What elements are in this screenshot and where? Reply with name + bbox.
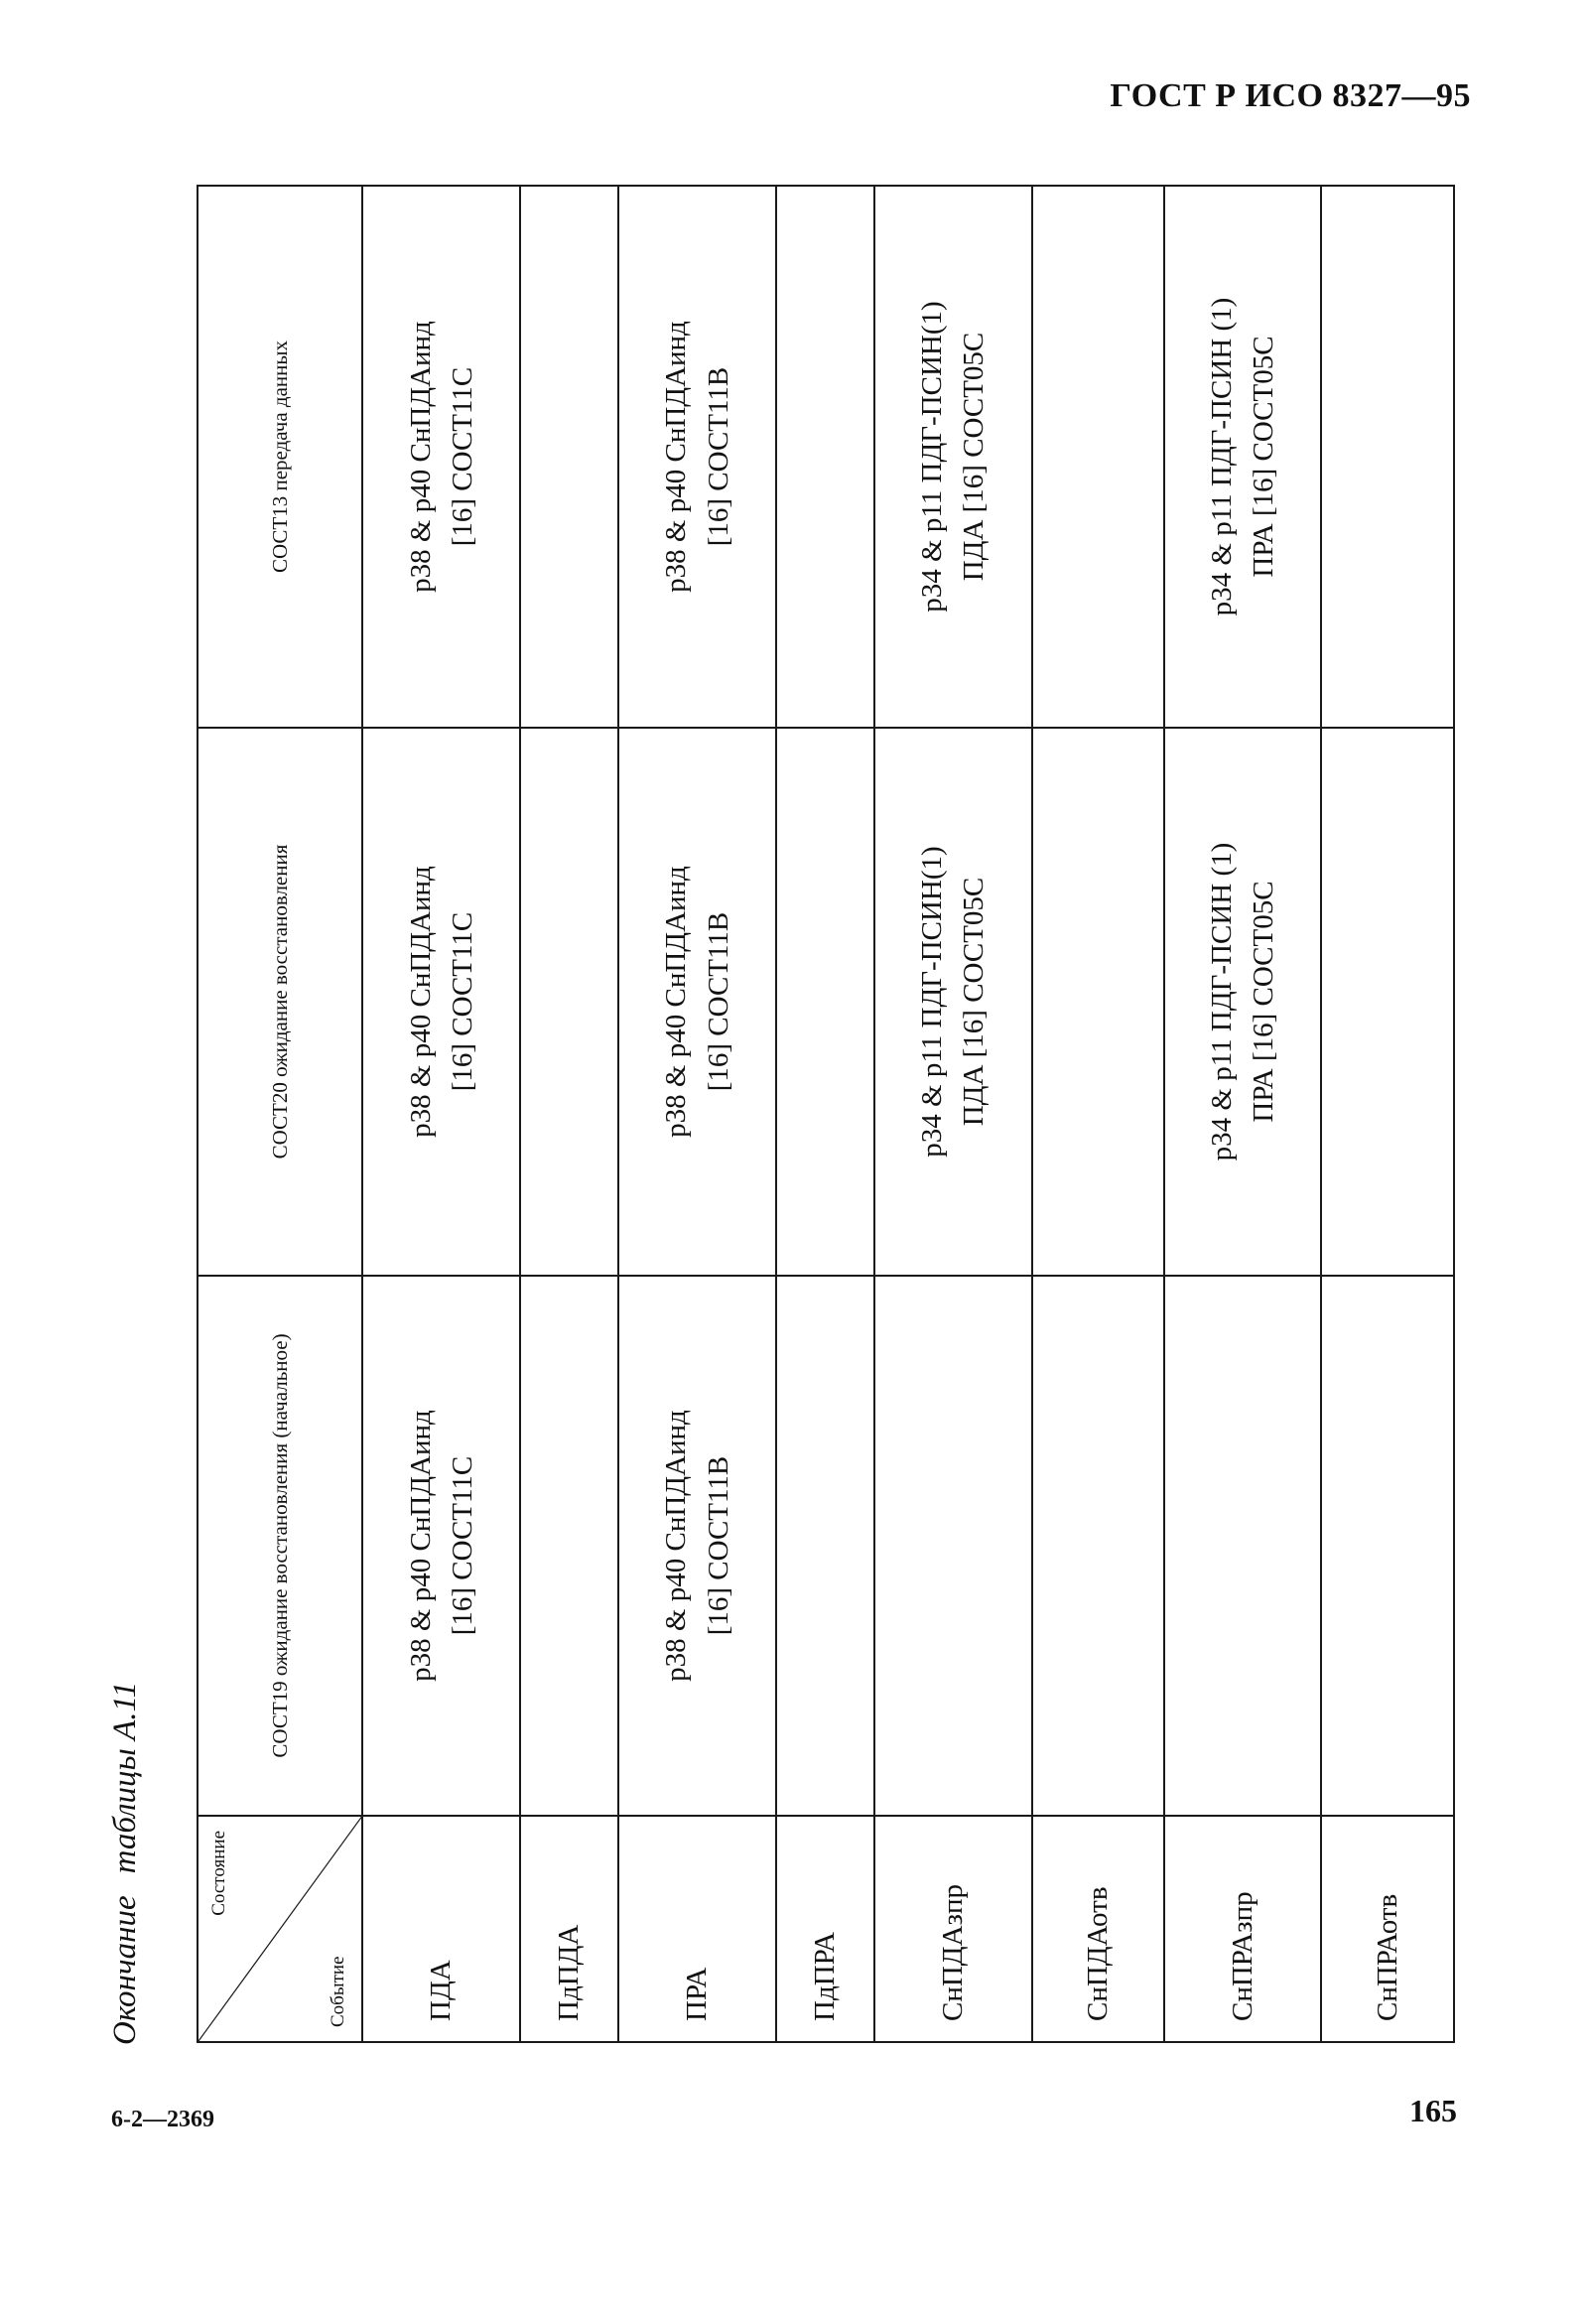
column-header-sost20: СОСТ20 ожидание восстановления — [198, 728, 362, 1276]
caption-word-1: Окончание — [107, 1895, 143, 2045]
table-cell: p38 & p40 СнПДАинд [16] СОСТ11С — [362, 186, 519, 728]
row-label: ПРА — [618, 1816, 775, 2042]
row-label: СнПДАзпр — [874, 1816, 1031, 2042]
table-cell: p38 & p40 СнПДАинд [16] СОСТ11В — [618, 186, 775, 728]
table-cell: p38 & p40 СнПДАинд [16] СОСТ11В — [618, 1276, 775, 1816]
table-cell — [776, 1276, 875, 1816]
table-cell: p34 & p11 ПДГ-ПСИН(1) ПДА [16] СОСТ05С — [874, 186, 1031, 728]
table-cell — [776, 186, 875, 728]
row-label: СнПРАзпр — [1164, 1816, 1321, 2042]
table-caption — [107, 1682, 144, 2045]
table-cell: p38 & p40 СнПДАинд [16] СОСТ11В — [618, 728, 775, 1276]
row-label: СнПРАотв — [1321, 1816, 1454, 2042]
column-header-sost13: СОСТ13 передача данных — [198, 186, 362, 728]
table-row — [618, 186, 775, 2042]
table-row — [520, 186, 619, 2042]
table-cell — [776, 728, 875, 1276]
table-cell: p34 & p11 ПДГ-ПСИН (1) ПРА [16] СОСТ05С — [1164, 728, 1321, 1276]
column-header-sost19: СОСТ19 ожидание восстановления (начальное) — [198, 1276, 362, 1816]
table-cell — [520, 728, 619, 1276]
row-label: ПДА — [362, 1816, 519, 2042]
page-number: 165 — [1409, 2093, 1457, 2128]
state-table-rotated — [197, 187, 1455, 2043]
table-cell — [874, 1276, 1031, 1816]
table-cell: p34 & p11 ПДГ-ПСИН (1) ПРА [16] СОСТ05С — [1164, 186, 1321, 728]
table-cell — [1321, 186, 1454, 728]
table-cell — [520, 186, 619, 728]
table-cell — [1032, 186, 1165, 728]
corner-state-label: Состояние — [208, 1831, 229, 1916]
corner-event-label: Событие — [328, 1956, 349, 2027]
row-label: ПдПДА — [520, 1816, 619, 2042]
table-header-row — [198, 186, 362, 2042]
table-row — [874, 186, 1031, 2042]
table-cell — [1032, 728, 1165, 1276]
table-cell: p38 & p40 СнПДАинд [16] СОСТ11С — [362, 1276, 519, 1816]
document-code: 6-2—2369 — [111, 2107, 214, 2132]
table-row — [362, 186, 519, 2042]
standard-header: ГОСТ Р ИСО 8327—95 — [1110, 77, 1471, 114]
table-cell: p38 & p40 СнПДАинд [16] СОСТ11С — [362, 728, 519, 1276]
table-cell — [1321, 1276, 1454, 1816]
corner-cell — [198, 1816, 362, 2042]
table-row — [776, 186, 875, 2042]
row-label: СнПДАотв — [1032, 1816, 1165, 2042]
table-cell — [1321, 728, 1454, 1276]
table-cell — [520, 1276, 619, 1816]
table-cell: p34 & p11 ПДГ-ПСИН(1) ПДА [16] СОСТ05С — [874, 728, 1031, 1276]
table-row — [1164, 186, 1321, 2042]
table-row — [1032, 186, 1165, 2042]
table-row — [1321, 186, 1454, 2042]
table-cell — [1032, 1276, 1165, 1816]
row-label: ПдПРА — [776, 1816, 875, 2042]
table-cell — [1164, 1276, 1321, 1816]
caption-word-2: таблицы А.11 — [107, 1681, 143, 1874]
state-table — [197, 185, 1455, 2043]
